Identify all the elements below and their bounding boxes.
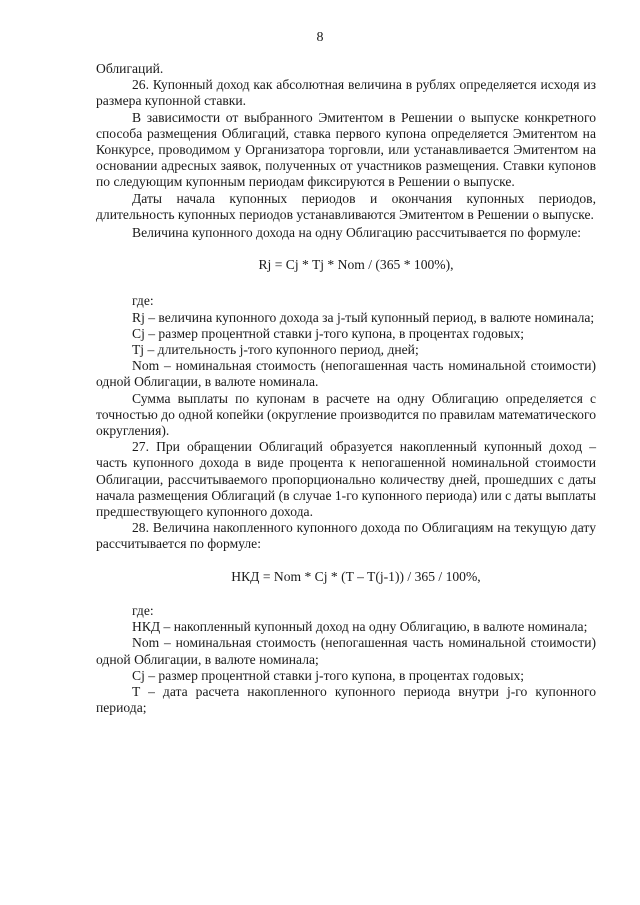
formula-coupon-income: Rj = Cj * Tj * Nom / (365 * 100%), <box>258 257 454 273</box>
paragraph-coupon-formula-intro: Величина купонного дохода на одну Облигацию рассчитывается по формуле: <box>132 225 582 241</box>
definition-nkd: НКД – накопленный купонный доход на одну Облигацию, в валюте номинала; <box>132 619 588 635</box>
definition-rj: Rj – величина купонного дохода за j-тый купонный период, в валюте номинала; <box>132 309 595 325</box>
paragraph-clause-28: 28. Величина накопленного купонного дохода по Облигациям на текущую дату рассчитывается по формуле: <box>96 520 596 552</box>
paragraph-coupon-period-dates: Даты начала купонных периодов и окончания купонных периодов, длительность купонных периодов устанавливаются Эмитентом в Решении о выпуске. <box>96 190 596 222</box>
paragraph-clause-27: 27. При обращении Облигаций образуется накопленный купонный доход – часть купонного дохода в виде процента к непогашенной номинальной стоимости Облигации, рассчитываемого пропорционально количеству дней, прошедших с даты начала размещения Облигаций (в случае 1-го купонного периода) или с даты выплаты предшествующего купонного дохода. <box>96 439 596 520</box>
definition-nom: Nom – номинальная стоимость (непогашенная часть номинальной стоимости) одной Облигации, в валюте номинала. <box>96 358 596 390</box>
paragraph-clause-26: 26. Купонный доход как абсолютная величина в рублях определяется исходя из размера купонной ставки. <box>96 77 596 109</box>
document-body <box>96 61 596 716</box>
definition-nom-2: Nom – номинальная стоимость (непогашенная часть номинальной стоимости) одной Облигации, в валюте номинала; <box>96 635 596 667</box>
paragraph-rounding: Сумма выплаты по купонам в расчете на одну Облигацию определяется с точностью до одной копейки (округление производится по правилам математического округления). <box>96 390 596 439</box>
where-label-2: где: <box>132 602 154 618</box>
definition-tj: Tj – длительность j-того купонного период, дней; <box>132 342 419 358</box>
definition-cj-2: Cj – размер процентной ставки j-того купона, в процентах годовых; <box>132 667 525 683</box>
page-number: 8 <box>316 30 324 45</box>
definition-t: T – дата расчета накопленного купонного периода внутри j-го купонного периода; <box>96 683 596 716</box>
definition-cj: Cj – размер процентной ставки j-того купона, в процентах годовых; <box>132 325 525 341</box>
paragraph-coupon-rate-determination: В зависимости от выбранного Эмитентом в Решении о выпуске конкретного способа размещения Облигаций, ставка первого купона определяется Эмитентом на Конкурсе, проводимом у Организатора торговли, или устанавливается Эмитентом на основании адресных заявок, полученных от участников размещения. Ставки купонов по следующим купонным периодам фиксируются в Решении о выпуске. <box>96 109 596 190</box>
where-label: где: <box>132 293 154 309</box>
paragraph-continuation: Облигаций. <box>96 61 164 76</box>
formula-accrued-coupon: НКД = Nom * Cj * (T – T(j-1)) / 365 / 100%, <box>231 568 481 584</box>
